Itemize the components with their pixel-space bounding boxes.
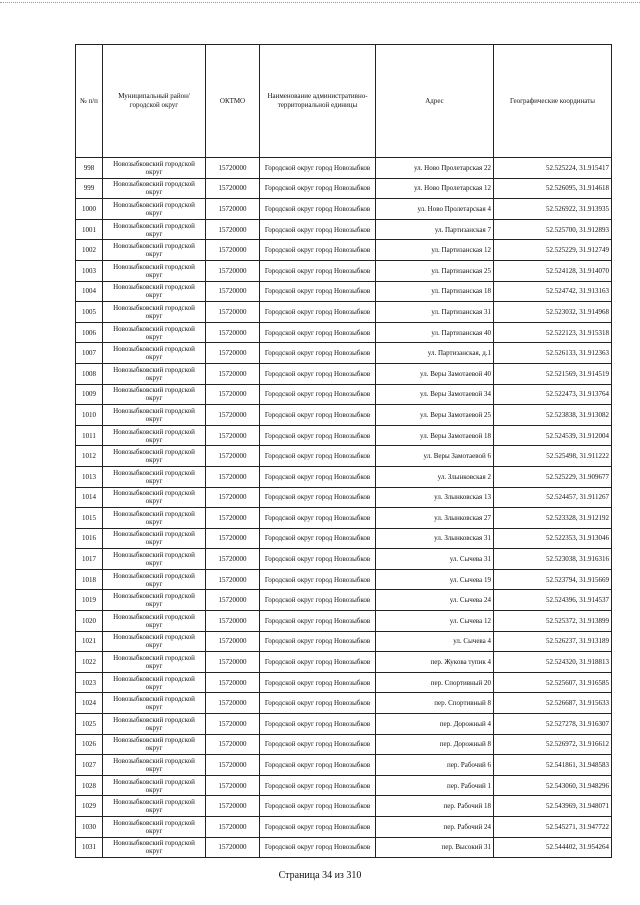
cell-district: Новозыбковский городской округ [103, 487, 206, 508]
cell-address: ул. Веры Замотаевой 25 [376, 405, 494, 426]
cell-coordinates: 52.525224, 31.915417 [494, 158, 612, 179]
cell-oktmo: 15720000 [206, 425, 260, 446]
header-oktmo: ОКТМО [206, 45, 260, 158]
cell-district: Новозыбковский городской округ [103, 631, 206, 652]
cell-number: 1008 [76, 363, 103, 384]
cell-number: 998 [76, 158, 103, 179]
table-row [76, 178, 612, 199]
cell-oktmo: 15720000 [206, 281, 260, 302]
cell-territorial-unit: Городской округ город Новозыбков [260, 384, 376, 405]
cell-territorial-unit: Городской округ город Новозыбков [260, 281, 376, 302]
cell-number: 1022 [76, 652, 103, 673]
cell-territorial-unit: Городской округ город Новозыбков [260, 569, 376, 590]
cell-address: пер. Рабочий 24 [376, 817, 494, 838]
header-num: № п/п [76, 45, 103, 158]
cell-oktmo: 15720000 [206, 796, 260, 817]
cell-address: пер. Спортивный 20 [376, 672, 494, 693]
cell-address: ул. Веры Замотаевой 34 [376, 384, 494, 405]
cell-address: ул. Ново Пролетарская 22 [376, 158, 494, 179]
cell-district: Новозыбковский городской округ [103, 672, 206, 693]
cell-coordinates: 52.541861, 31.948583 [494, 755, 612, 776]
cell-territorial-unit: Городской округ город Новозыбков [260, 734, 376, 755]
table-row [76, 363, 612, 384]
table-row [76, 199, 612, 220]
cell-district: Новозыбковский городской округ [103, 302, 206, 323]
cell-territorial-unit: Городской округ город Новозыбков [260, 817, 376, 838]
table-row [76, 158, 612, 179]
cell-coordinates: 52.521569, 31.914519 [494, 363, 612, 384]
cell-territorial-unit: Городской округ город Новозыбков [260, 528, 376, 549]
cell-oktmo: 15720000 [206, 714, 260, 735]
cell-number: 1028 [76, 775, 103, 796]
cell-district: Новозыбковский городской округ [103, 260, 206, 281]
cell-territorial-unit: Городской округ город Новозыбков [260, 796, 376, 817]
cell-district: Новозыбковский городской округ [103, 590, 206, 611]
cell-oktmo: 15720000 [206, 549, 260, 570]
cell-coordinates: 52.525607, 31.916585 [494, 672, 612, 693]
cell-coordinates: 52.526972, 31.916612 [494, 734, 612, 755]
cell-oktmo: 15720000 [206, 755, 260, 776]
table-row [76, 775, 612, 796]
address-register-table [75, 44, 612, 858]
cell-number: 1014 [76, 487, 103, 508]
cell-coordinates: 52.523838, 31.913082 [494, 405, 612, 426]
cell-address: пер. Жукова тупик 4 [376, 652, 494, 673]
cell-address: ул. Злынковская 27 [376, 508, 494, 529]
cell-number: 1031 [76, 837, 103, 858]
cell-number: 1010 [76, 405, 103, 426]
cell-number: 1011 [76, 425, 103, 446]
cell-oktmo: 15720000 [206, 652, 260, 673]
cell-territorial-unit: Городской округ город Новозыбков [260, 508, 376, 529]
table-row [76, 487, 612, 508]
cell-address: ул. Партизанская, д.1 [376, 343, 494, 364]
cell-district: Новозыбковский городской округ [103, 446, 206, 467]
cell-territorial-unit: Городской округ город Новозыбков [260, 240, 376, 261]
cell-coordinates: 52.525700, 31.912893 [494, 219, 612, 240]
table-row [76, 425, 612, 446]
cell-address: ул. Сычева 19 [376, 569, 494, 590]
cell-district: Новозыбковский городской округ [103, 405, 206, 426]
cell-oktmo: 15720000 [206, 487, 260, 508]
cell-address: ул. Сычева 4 [376, 631, 494, 652]
cell-territorial-unit: Городской округ город Новозыбков [260, 219, 376, 240]
cell-oktmo: 15720000 [206, 775, 260, 796]
cell-number: 1003 [76, 260, 103, 281]
table-row [76, 281, 612, 302]
cell-district: Новозыбковский городской округ [103, 549, 206, 570]
cell-territorial-unit: Городской округ город Новозыбков [260, 549, 376, 570]
table-row [76, 219, 612, 240]
cell-number: 1023 [76, 672, 103, 693]
cell-territorial-unit: Городской округ город Новозыбков [260, 302, 376, 323]
cell-oktmo: 15720000 [206, 734, 260, 755]
cell-coordinates: 52.523328, 31.912192 [494, 508, 612, 529]
cell-territorial-unit: Городской округ город Новозыбков [260, 446, 376, 467]
cell-district: Новозыбковский городской округ [103, 652, 206, 673]
cell-number: 1000 [76, 199, 103, 220]
cell-number: 1001 [76, 219, 103, 240]
cell-coordinates: 52.524539, 31.912004 [494, 425, 612, 446]
cell-number: 1030 [76, 817, 103, 838]
cell-coordinates: 52.526095, 31.914618 [494, 178, 612, 199]
cell-coordinates: 52.525498, 31.911222 [494, 446, 612, 467]
cell-oktmo: 15720000 [206, 343, 260, 364]
cell-district: Новозыбковский городской округ [103, 693, 206, 714]
cell-number: 1015 [76, 508, 103, 529]
cell-coordinates: 52.524320, 31.918813 [494, 652, 612, 673]
cell-oktmo: 15720000 [206, 158, 260, 179]
table-header-row [76, 45, 612, 158]
cell-district: Новозыбковский городской округ [103, 796, 206, 817]
cell-address: пер. Рабочий 18 [376, 796, 494, 817]
cell-oktmo: 15720000 [206, 631, 260, 652]
cell-number: 1016 [76, 528, 103, 549]
cell-coordinates: 52.527278, 31.916307 [494, 714, 612, 735]
cell-district: Новозыбковский городской округ [103, 837, 206, 858]
cell-number: 1007 [76, 343, 103, 364]
cell-number: 1029 [76, 796, 103, 817]
table-row [76, 714, 612, 735]
cell-territorial-unit: Городской округ город Новозыбков [260, 672, 376, 693]
cell-coordinates: 52.522353, 31.913046 [494, 528, 612, 549]
table-row [76, 693, 612, 714]
cell-number: 1004 [76, 281, 103, 302]
cell-district: Новозыбковский городской округ [103, 508, 206, 529]
table-row [76, 631, 612, 652]
table-row [76, 466, 612, 487]
cell-number: 1020 [76, 611, 103, 632]
header-unit: Наименование административно-территориальной единицы [260, 45, 376, 158]
cell-oktmo: 15720000 [206, 219, 260, 240]
cell-number: 1005 [76, 302, 103, 323]
table-row [76, 549, 612, 570]
cell-territorial-unit: Городской округ город Новозыбков [260, 837, 376, 858]
table-row [76, 302, 612, 323]
cell-oktmo: 15720000 [206, 611, 260, 632]
cell-district: Новозыбковский городской округ [103, 219, 206, 240]
header-geo: Географические координаты [494, 45, 612, 158]
cell-oktmo: 15720000 [206, 363, 260, 384]
cell-oktmo: 15720000 [206, 302, 260, 323]
cell-address: ул. Веры Замотаевой 18 [376, 425, 494, 446]
cell-number: 1013 [76, 466, 103, 487]
cell-address: ул. Веры Замотаевой 40 [376, 363, 494, 384]
cell-coordinates: 52.543060, 31.948296 [494, 775, 612, 796]
cell-address: ул. Веры Замотаевой 6 [376, 446, 494, 467]
table-row [76, 569, 612, 590]
table-row [76, 611, 612, 632]
cell-oktmo: 15720000 [206, 672, 260, 693]
scan-top-edge [0, 2, 640, 3]
cell-number: 1026 [76, 734, 103, 755]
cell-district: Новозыбковский городской округ [103, 466, 206, 487]
cell-coordinates: 52.522473, 31.913764 [494, 384, 612, 405]
cell-district: Новозыбковский городской округ [103, 343, 206, 364]
cell-oktmo: 15720000 [206, 260, 260, 281]
cell-district: Новозыбковский городской округ [103, 611, 206, 632]
cell-number: 1025 [76, 714, 103, 735]
cell-address: пер. Дорожный 4 [376, 714, 494, 735]
cell-oktmo: 15720000 [206, 508, 260, 529]
table-row [76, 322, 612, 343]
cell-district: Новозыбковский городской округ [103, 817, 206, 838]
cell-district: Новозыбковский городской округ [103, 178, 206, 199]
cell-number: 1012 [76, 446, 103, 467]
cell-territorial-unit: Городской округ город Новозыбков [260, 363, 376, 384]
table-body [76, 158, 612, 858]
cell-address: ул. Злынковская 31 [376, 528, 494, 549]
cell-address: ул. Партизанская 31 [376, 302, 494, 323]
cell-coordinates: 52.524128, 31.914070 [494, 260, 612, 281]
cell-territorial-unit: Городской округ город Новозыбков [260, 343, 376, 364]
cell-coordinates: 52.526237, 31.913189 [494, 631, 612, 652]
cell-oktmo: 15720000 [206, 590, 260, 611]
cell-coordinates: 52.522123, 31.915318 [494, 322, 612, 343]
cell-coordinates: 52.524742, 31.913163 [494, 281, 612, 302]
cell-territorial-unit: Городской округ город Новозыбков [260, 775, 376, 796]
cell-address: ул. Сычева 31 [376, 549, 494, 570]
cell-number: 1021 [76, 631, 103, 652]
cell-coordinates: 52.524457, 31.911267 [494, 487, 612, 508]
table-row [76, 240, 612, 261]
table-row [76, 384, 612, 405]
cell-oktmo: 15720000 [206, 384, 260, 405]
cell-territorial-unit: Городской округ город Новозыбков [260, 466, 376, 487]
cell-district: Новозыбковский городской округ [103, 734, 206, 755]
cell-oktmo: 15720000 [206, 817, 260, 838]
cell-territorial-unit: Городской округ город Новозыбков [260, 590, 376, 611]
cell-district: Новозыбковский городской округ [103, 240, 206, 261]
cell-territorial-unit: Городской округ город Новозыбков [260, 631, 376, 652]
cell-oktmo: 15720000 [206, 837, 260, 858]
cell-oktmo: 15720000 [206, 528, 260, 549]
cell-number: 1017 [76, 549, 103, 570]
cell-oktmo: 15720000 [206, 569, 260, 590]
cell-district: Новозыбковский городской округ [103, 425, 206, 446]
cell-number: 1019 [76, 590, 103, 611]
cell-oktmo: 15720000 [206, 178, 260, 199]
cell-district: Новозыбковский городской округ [103, 714, 206, 735]
cell-territorial-unit: Городской округ город Новозыбков [260, 425, 376, 446]
cell-coordinates: 52.523032, 31.914968 [494, 302, 612, 323]
table-row [76, 796, 612, 817]
table-row [76, 590, 612, 611]
cell-district: Новозыбковский городской округ [103, 322, 206, 343]
cell-coordinates: 52.523038, 31.916316 [494, 549, 612, 570]
cell-coordinates: 52.525229, 31.909677 [494, 466, 612, 487]
cell-address: пер. Спортивный 8 [376, 693, 494, 714]
cell-number: 1009 [76, 384, 103, 405]
table-row [76, 755, 612, 776]
cell-address: ул. Партизанская 12 [376, 240, 494, 261]
cell-coordinates: 52.525372, 31.913899 [494, 611, 612, 632]
cell-oktmo: 15720000 [206, 199, 260, 220]
cell-coordinates: 52.544402, 31.954264 [494, 837, 612, 858]
cell-oktmo: 15720000 [206, 693, 260, 714]
cell-address: пер. Рабочий 6 [376, 755, 494, 776]
cell-territorial-unit: Городской округ город Новозыбков [260, 260, 376, 281]
table-row [76, 672, 612, 693]
table-row [76, 837, 612, 858]
table-row [76, 446, 612, 467]
cell-oktmo: 15720000 [206, 322, 260, 343]
cell-oktmo: 15720000 [206, 405, 260, 426]
table-row [76, 405, 612, 426]
cell-territorial-unit: Городской округ город Новозыбков [260, 158, 376, 179]
cell-number: 999 [76, 178, 103, 199]
cell-oktmo: 15720000 [206, 466, 260, 487]
cell-address: ул. Злынковская 13 [376, 487, 494, 508]
table-row [76, 652, 612, 673]
page-footer: Страница 34 из 310 [278, 870, 362, 881]
cell-coordinates: 52.523794, 31.915669 [494, 569, 612, 590]
cell-coordinates: 52.526133, 31.912363 [494, 343, 612, 364]
cell-territorial-unit: Городской округ город Новозыбков [260, 322, 376, 343]
cell-district: Новозыбковский городской округ [103, 199, 206, 220]
table-row [76, 734, 612, 755]
cell-address: ул. Злынковская 2 [376, 466, 494, 487]
cell-address: ул. Партизанская 7 [376, 219, 494, 240]
cell-coordinates: 52.526922, 31.913935 [494, 199, 612, 220]
cell-district: Новозыбковский городской округ [103, 384, 206, 405]
cell-coordinates: 52.545271, 31.947722 [494, 817, 612, 838]
cell-address: ул. Партизанская 25 [376, 260, 494, 281]
cell-address: пер. Высокий 31 [376, 837, 494, 858]
table-row [76, 528, 612, 549]
cell-address: ул. Ново Пролетарская 12 [376, 178, 494, 199]
cell-coordinates: 52.525229, 31.912749 [494, 240, 612, 261]
cell-district: Новозыбковский городской округ [103, 569, 206, 590]
cell-oktmo: 15720000 [206, 446, 260, 467]
cell-number: 1002 [76, 240, 103, 261]
cell-address: ул. Сычева 24 [376, 590, 494, 611]
cell-territorial-unit: Городской округ город Новозыбков [260, 714, 376, 735]
cell-territorial-unit: Городской округ город Новозыбков [260, 199, 376, 220]
cell-number: 1024 [76, 693, 103, 714]
cell-number: 1027 [76, 755, 103, 776]
cell-territorial-unit: Городской округ город Новозыбков [260, 652, 376, 673]
cell-coordinates: 52.526687, 31.915633 [494, 693, 612, 714]
table-row [76, 508, 612, 529]
cell-district: Новозыбковский городской округ [103, 755, 206, 776]
cell-number: 1006 [76, 322, 103, 343]
cell-territorial-unit: Городской округ город Новозыбков [260, 178, 376, 199]
cell-address: пер. Рабочий 1 [376, 775, 494, 796]
cell-number: 1018 [76, 569, 103, 590]
cell-territorial-unit: Городской округ город Новозыбков [260, 611, 376, 632]
cell-coordinates: 52.524396, 31.914537 [494, 590, 612, 611]
table-row [76, 260, 612, 281]
cell-district: Новозыбковский городской округ [103, 528, 206, 549]
cell-territorial-unit: Городской округ город Новозыбков [260, 755, 376, 776]
cell-district: Новозыбковский городской округ [103, 158, 206, 179]
cell-address: ул. Партизанская 18 [376, 281, 494, 302]
cell-address: ул. Ново Пролетарская 4 [376, 199, 494, 220]
header-district: Муниципальный район/городской округ [103, 45, 206, 158]
cell-territorial-unit: Городской округ город Новозыбков [260, 693, 376, 714]
cell-district: Новозыбковский городской округ [103, 363, 206, 384]
cell-territorial-unit: Городской округ город Новозыбков [260, 405, 376, 426]
cell-territorial-unit: Городской округ город Новозыбков [260, 487, 376, 508]
cell-district: Новозыбковский городской округ [103, 281, 206, 302]
table-row [76, 343, 612, 364]
cell-oktmo: 15720000 [206, 240, 260, 261]
table-row [76, 817, 612, 838]
cell-address: ул. Партизанская 40 [376, 322, 494, 343]
cell-address: ул. Сычева 12 [376, 611, 494, 632]
cell-coordinates: 52.543969, 31.948071 [494, 796, 612, 817]
cell-address: пер. Дорожный 8 [376, 734, 494, 755]
header-address: Адрес [376, 45, 494, 158]
cell-district: Новозыбковский городской округ [103, 775, 206, 796]
